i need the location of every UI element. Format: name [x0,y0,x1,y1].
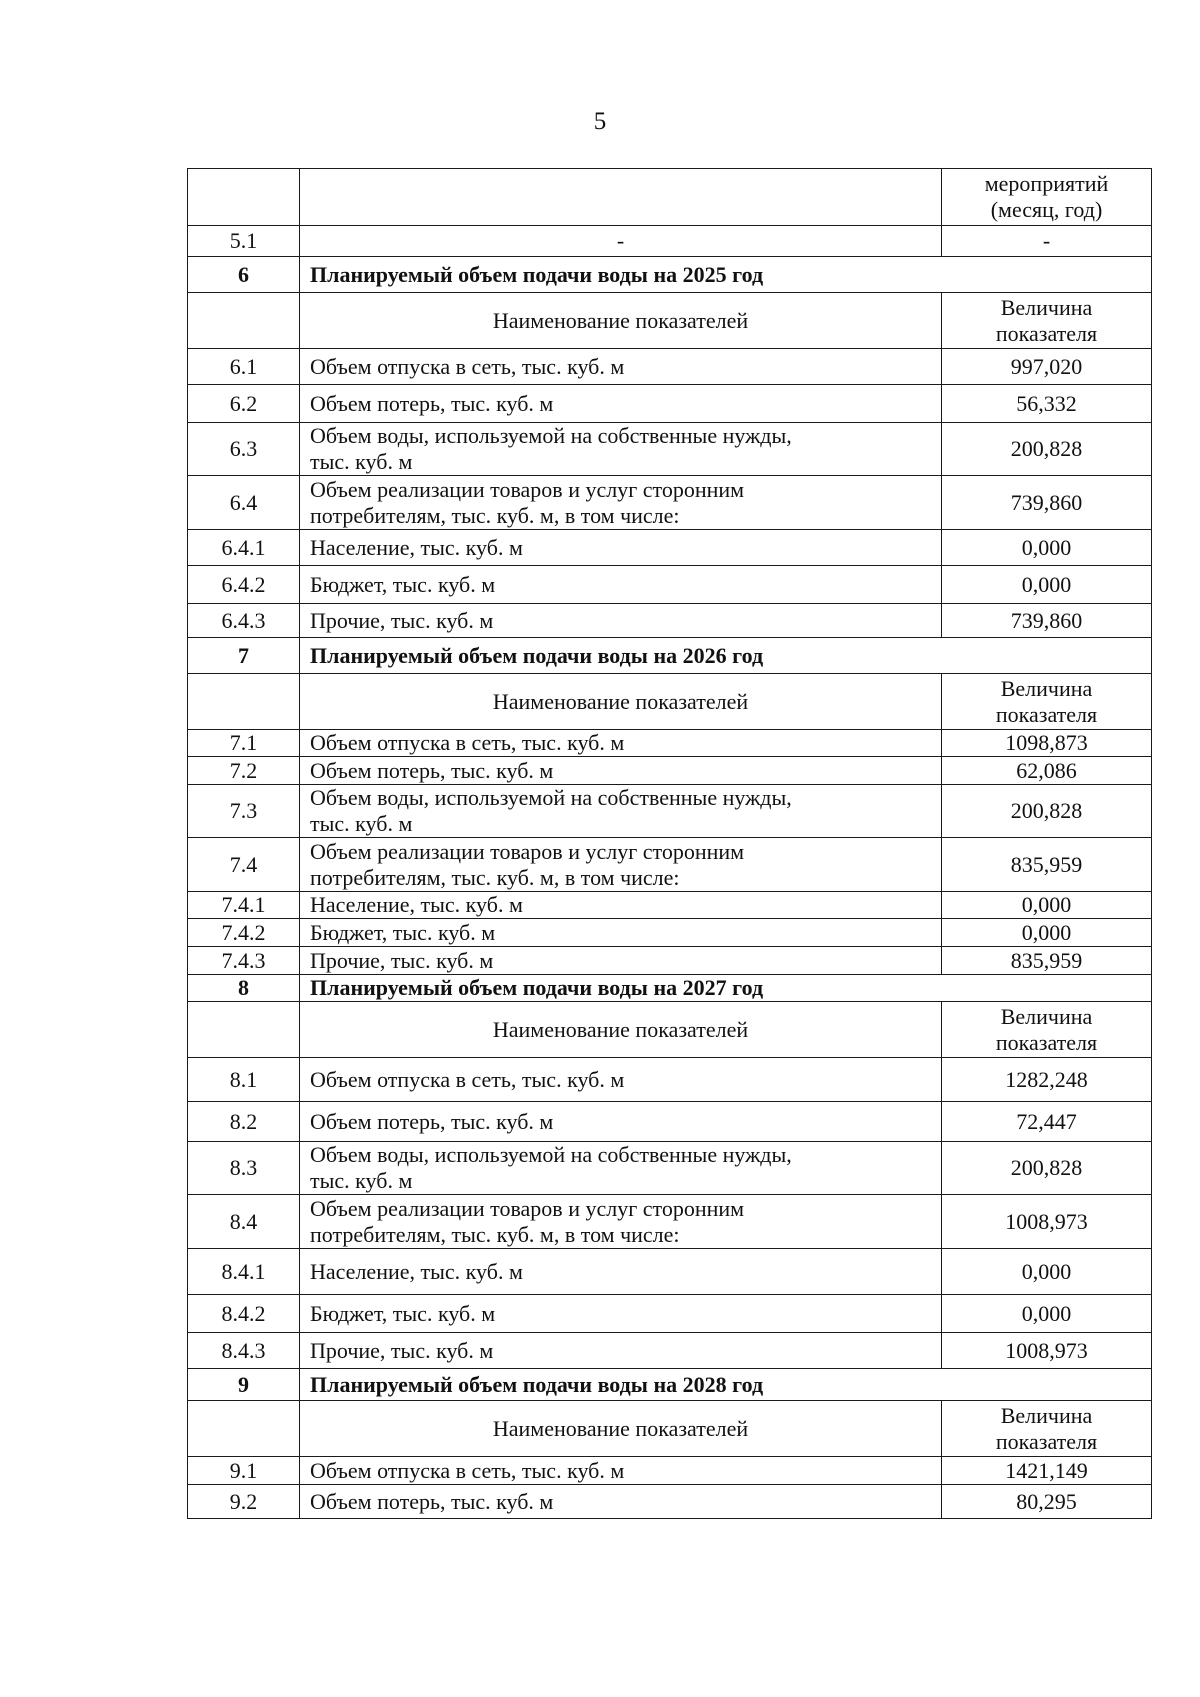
row-number: 6.4 [188,476,300,530]
row-value: 80,295 [942,1485,1152,1519]
row-number: 7.1 [188,730,300,757]
section-title-row [188,257,1152,293]
column-header-row [188,1401,1152,1457]
row-name [300,476,942,530]
row-name-line: Прочие, тыс. куб. м [310,607,494,633]
row-name-line: Бюджет, тыс. куб. м [310,919,496,945]
row-name-line: потребителям, тыс. куб. м, в том числе: [310,864,680,890]
row-value: 0,000 [942,566,1152,604]
column-header-value [942,1002,1152,1058]
row-name-line: Объем реализации товаров и услуг сторонним [310,1195,745,1221]
row-number: 6.2 [188,385,300,423]
row-name [300,838,942,892]
row-name [300,604,942,638]
table-row [188,757,1152,785]
row-value: 72,447 [942,1102,1152,1142]
section-title: Планируемый объем подачи воды на 2026 год [300,638,1152,674]
row-name-line: Население, тыс. куб. м [310,534,523,560]
column-header-line: Величина [1000,294,1093,320]
column-header-value [942,674,1152,730]
row-number: 7.4 [188,838,300,892]
row-number: 9.2 [188,1485,300,1519]
section-title: Планируемый объем подачи воды на 2027 год [300,975,1152,1002]
row-name-line: Объем воды, используемой на собственные нужды, [310,423,792,448]
table-row [188,1295,1152,1333]
table-cell [942,169,1152,226]
table-row [188,730,1152,757]
row-name-line: Объем реализации товаров и услуг сторонним [310,838,745,864]
row-name [300,947,942,975]
row-name [300,757,942,785]
row-name [300,566,942,604]
column-header-line: показателя [995,1029,1098,1055]
table-row [188,169,1152,226]
page-number: 5 [593,108,607,135]
row-value: 1098,873 [942,730,1152,757]
row-name [300,785,942,838]
section-title-row [188,975,1152,1002]
row-value: - [942,226,1152,257]
row-name [300,1058,942,1102]
row-name-line: Объем отпуска в сеть, тыс. куб. м [310,1066,625,1092]
row-number: 8.4.3 [188,1333,300,1369]
row-name-line: Бюджет, тыс. куб. м [310,1300,496,1326]
row-number: 8.4 [188,1195,300,1249]
row-name [300,1485,942,1519]
column-header-row [188,674,1152,730]
column-header-line: Величина [1000,1402,1093,1428]
table-row [188,785,1152,838]
row-value: 1008,973 [942,1333,1152,1369]
row-name-line: Объем потерь, тыс. куб. м [310,1108,554,1134]
column-header-name: Наименование показателей [300,1002,942,1058]
column-header-line: показателя [995,320,1098,346]
row-name [300,892,942,919]
column-header-line: показателя [995,701,1098,727]
column-header-line: показателя [995,1428,1098,1454]
row-number: 6.1 [188,349,300,385]
column-header-value [942,1401,1152,1457]
column-header-line: (месяц, год) [990,197,1103,222]
row-value: 200,828 [942,1142,1152,1195]
row-name [300,349,942,385]
water-supply-table [187,168,1152,1519]
row-value: 0,000 [942,892,1152,919]
row-value: 0,000 [942,1295,1152,1333]
row-name [300,530,942,566]
table-row [188,947,1152,975]
section-number: 9 [188,1369,300,1401]
column-header-value [942,293,1152,349]
row-name [300,1333,942,1369]
row-number: 8.2 [188,1102,300,1142]
row-name-line: Объем отпуска в сеть, тыс. куб. м [310,1457,625,1483]
row-name-line: Бюджет, тыс. куб. м [310,571,496,597]
row-value: 200,828 [942,785,1152,838]
column-header-name: Наименование показателей [300,293,942,349]
row-name-line: тыс. куб. м [310,811,413,836]
row-value: 1008,973 [942,1195,1152,1249]
row-name-line: потребителям, тыс. куб. м, в том числе: [310,1221,680,1247]
table-cell [188,1002,300,1058]
row-name-line: потребителям, тыс. куб. м, в том числе: [310,502,680,528]
table-row [188,1195,1152,1249]
table-row [188,349,1152,385]
column-header-row [188,1002,1152,1058]
table-row [188,1333,1152,1369]
table-row [188,530,1152,566]
column-header-name: Наименование показателей [300,1401,942,1457]
row-name [300,1142,942,1195]
column-header-line: мероприятий [984,171,1109,196]
row-value: 0,000 [942,530,1152,566]
row-name-line: Прочие, тыс. куб. м [310,1337,494,1363]
row-value: 0,000 [942,919,1152,947]
row-name [300,1295,942,1333]
section-title-row [188,638,1152,674]
column-header-line: Величина [1000,675,1093,701]
row-name [300,1102,942,1142]
row-name [300,1195,942,1249]
row-name [300,730,942,757]
table-row [188,385,1152,423]
table-row [188,476,1152,530]
row-name-line: тыс. куб. м [310,449,413,474]
row-value: 56,332 [942,385,1152,423]
table-row [188,1058,1152,1102]
row-number: 7.4.1 [188,892,300,919]
table-row [188,1485,1152,1519]
table-row [188,566,1152,604]
section-number: 6 [188,257,300,293]
table-cell [188,1401,300,1457]
section-number: 7 [188,638,300,674]
row-number: 9.1 [188,1457,300,1485]
row-name-line: Объем отпуска в сеть, тыс. куб. м [310,730,625,755]
row-number: 6.4.2 [188,566,300,604]
row-value: 62,086 [942,757,1152,785]
table-cell [188,169,300,226]
table-row [188,1457,1152,1485]
table-row [188,604,1152,638]
column-header-name: Наименование показателей [300,674,942,730]
table-row [188,919,1152,947]
row-number: 7.4.3 [188,947,300,975]
row-name-line: Прочие, тыс. куб. м [310,947,494,973]
row-name: - [300,226,942,257]
row-name-line: Объем потерь, тыс. куб. м [310,390,554,416]
row-value: 1421,149 [942,1457,1152,1485]
row-value: 739,860 [942,604,1152,638]
row-name-line: Объем отпуска в сеть, тыс. куб. м [310,353,625,379]
row-value: 0,000 [942,1249,1152,1295]
table-row [188,1249,1152,1295]
row-value: 1282,248 [942,1058,1152,1102]
row-name-line: Объем воды, используемой на собственные нужды, [310,1142,792,1167]
row-number: 7.4.2 [188,919,300,947]
row-name [300,423,942,476]
table-row [188,1102,1152,1142]
row-value: 835,959 [942,838,1152,892]
row-number: 7.2 [188,757,300,785]
section-title: Планируемый объем подачи воды на 2025 год [300,257,1152,293]
row-number: 8.1 [188,1058,300,1102]
column-header-line: Величина [1000,1003,1093,1029]
table-row [188,423,1152,476]
row-name-line: Объем реализации товаров и услуг сторонним [310,476,745,502]
row-name [300,385,942,423]
row-name-line: тыс. куб. м [310,1168,413,1193]
row-name-line: Население, тыс. куб. м [310,1258,523,1284]
row-number: 5.1 [188,226,300,257]
table-cell [300,169,942,226]
row-value: 835,959 [942,947,1152,975]
row-name [300,1249,942,1295]
column-header-row [188,293,1152,349]
row-number: 7.3 [188,785,300,838]
table-cell [188,293,300,349]
table-row [188,226,1152,257]
row-number: 8.3 [188,1142,300,1195]
row-name [300,1457,942,1485]
row-number: 6.4.1 [188,530,300,566]
row-number: 8.4.1 [188,1249,300,1295]
row-number: 8.4.2 [188,1295,300,1333]
row-number: 6.3 [188,423,300,476]
row-name-line: Объем потерь, тыс. куб. м [310,757,554,783]
row-name-line: Объем потерь, тыс. куб. м [310,1488,554,1514]
section-title-row [188,1369,1152,1401]
table-row [188,1142,1152,1195]
row-name-line: Объем воды, используемой на собственные нужды, [310,785,792,810]
row-value: 739,860 [942,476,1152,530]
table-row [188,838,1152,892]
row-value: 200,828 [942,423,1152,476]
row-number: 6.4.3 [188,604,300,638]
row-name-line: Население, тыс. куб. м [310,892,523,917]
section-title: Планируемый объем подачи воды на 2028 год [300,1369,1152,1401]
table-row [188,892,1152,919]
section-number: 8 [188,975,300,1002]
row-value: 997,020 [942,349,1152,385]
table-cell [188,674,300,730]
row-name [300,919,942,947]
